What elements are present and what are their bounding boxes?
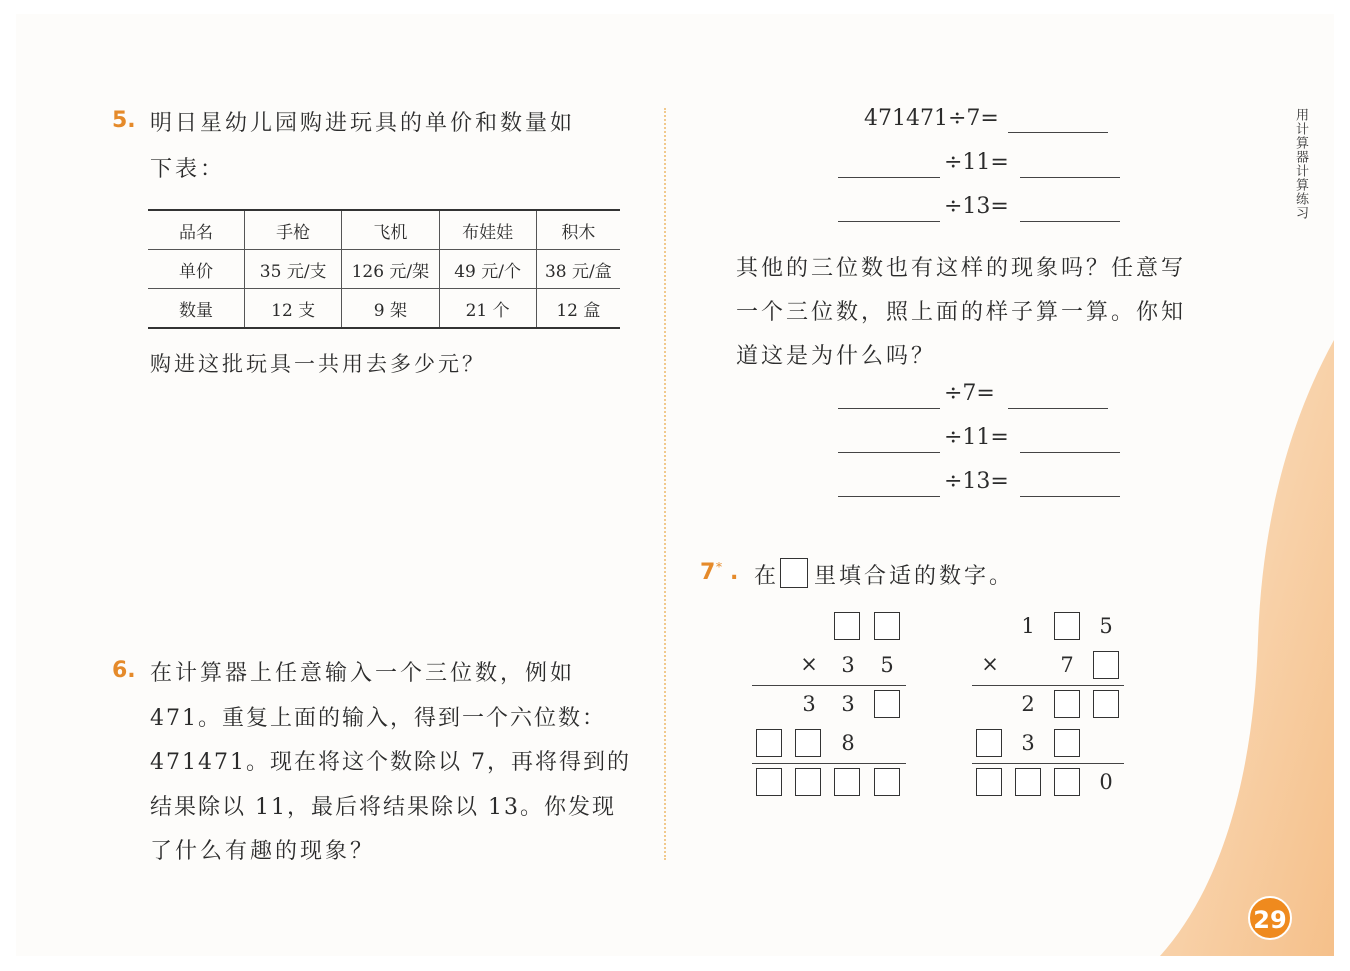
table-cell: 数量 xyxy=(148,289,245,329)
q7-dot: . xyxy=(730,560,739,585)
digit: 3 xyxy=(841,653,855,677)
answer-blank[interactable] xyxy=(1008,408,1108,409)
digit-box[interactable] xyxy=(756,729,782,757)
calc2-row-2: ÷11= xyxy=(944,425,1009,450)
calc1-row-3: ÷13= xyxy=(944,194,1009,219)
q7-star: * xyxy=(716,560,722,574)
digit: 5 xyxy=(1099,614,1113,638)
section-side-title: 用计算器计算练习 xyxy=(1293,108,1308,220)
calc2-row-3: ÷13= xyxy=(944,469,1009,494)
digit: 3 xyxy=(1021,731,1035,755)
table-cell: 飞机 xyxy=(342,210,439,250)
digit: 3 xyxy=(841,692,855,716)
rule-line xyxy=(972,763,1124,764)
digit: 0 xyxy=(1099,770,1113,794)
times-sign: × xyxy=(981,652,999,676)
digit-box[interactable] xyxy=(1054,729,1080,757)
middle-line-3: 道这是为什么吗？ xyxy=(736,344,937,369)
table-cell: 积木 xyxy=(536,210,620,250)
digit: 1 xyxy=(1021,614,1035,638)
table-cell: 38 元/盒 xyxy=(536,250,620,289)
q5-question: 购进这批玩具一共用去多少元？ xyxy=(150,352,486,376)
table-cell: 12 支 xyxy=(245,289,342,329)
digit-box[interactable] xyxy=(1054,690,1080,718)
times-sign: × xyxy=(800,652,818,676)
digit-box[interactable] xyxy=(834,612,860,640)
q6-line-3: 471471。现在将这个数除以 7，再将得到的 xyxy=(150,750,631,775)
table-cell: 品名 xyxy=(179,222,214,243)
toy-price-table xyxy=(148,209,620,329)
q7-text-after: 里填合适的数字。 xyxy=(814,564,1015,589)
digit: 2 xyxy=(1021,692,1035,716)
digit-box[interactable] xyxy=(795,768,821,796)
answer-blank[interactable] xyxy=(838,177,940,178)
calc1-row-1: 471471÷7= xyxy=(864,106,999,131)
answer-blank[interactable] xyxy=(838,496,940,497)
q7-number: 7 xyxy=(700,560,716,585)
rule-line xyxy=(752,763,906,764)
digit-box[interactable] xyxy=(874,768,900,796)
table-cell: 布娃娃 xyxy=(439,210,536,250)
calc2-row-1: ÷7= xyxy=(944,381,995,406)
digit-box[interactable] xyxy=(976,768,1002,796)
table-row xyxy=(148,250,620,289)
digit-box[interactable] xyxy=(756,768,782,796)
table-cell: 12 盒 xyxy=(536,289,620,329)
q6-line-4: 结果除以 11，最后将结果除以 13。你发现 xyxy=(150,795,616,820)
q6-line-1: 在计算器上任意输入一个三位数，例如 xyxy=(150,661,576,686)
calc1-row-2: ÷11= xyxy=(944,150,1009,175)
answer-blank[interactable] xyxy=(1008,132,1108,133)
digit-box[interactable] xyxy=(795,729,821,757)
q6-number: 6. xyxy=(112,658,136,683)
page-number: 29 xyxy=(1248,896,1292,940)
digit: 3 xyxy=(802,692,816,716)
q5-line-2: 下表： xyxy=(150,157,226,182)
table-cell: 9 架 xyxy=(342,289,439,329)
answer-blank[interactable] xyxy=(838,221,940,222)
digit: 7 xyxy=(1060,653,1074,677)
table-cell: 单价 xyxy=(148,250,245,289)
digit-box[interactable] xyxy=(1054,768,1080,796)
table-cell: 手枪 xyxy=(245,210,342,250)
answer-blank[interactable] xyxy=(838,408,940,409)
digit-box[interactable] xyxy=(834,768,860,796)
digit: 8 xyxy=(841,731,855,755)
answer-blank[interactable] xyxy=(838,452,940,453)
q5-line-1: 明日星幼儿园购进玩具的单价和数量如 xyxy=(150,111,576,136)
q6-line-2: 471。重复上面的输入，得到一个六位数： xyxy=(150,706,606,731)
digit-box[interactable] xyxy=(1093,690,1119,718)
rule-line xyxy=(972,685,1124,686)
answer-blank[interactable] xyxy=(1020,177,1120,178)
table-cell: 49 元/个 xyxy=(439,250,536,289)
example-box xyxy=(780,558,808,588)
digit-box[interactable] xyxy=(1054,612,1080,640)
answer-blank[interactable] xyxy=(1020,221,1120,222)
digit-box[interactable] xyxy=(874,612,900,640)
digit-box[interactable] xyxy=(1093,651,1119,679)
answer-blank[interactable] xyxy=(1020,452,1120,453)
digit-box[interactable] xyxy=(1015,768,1041,796)
digit: 5 xyxy=(880,653,894,677)
answer-blank[interactable] xyxy=(1020,496,1120,497)
table-row xyxy=(148,210,620,250)
digit-box[interactable] xyxy=(874,690,900,718)
table-row xyxy=(148,289,620,329)
middle-line-2: 一个三位数，照上面的样子算一算。你知 xyxy=(736,300,1187,325)
rule-line xyxy=(752,685,906,686)
digit-box[interactable] xyxy=(976,729,1002,757)
page-divider xyxy=(664,108,666,860)
table-cell: 126 元/架 xyxy=(342,250,439,289)
q5-number: 5. xyxy=(112,108,136,133)
middle-line-1: 其他的三位数也有这样的现象吗？任意写 xyxy=(736,256,1187,281)
q6-line-5: 了什么有趣的现象？ xyxy=(150,839,376,864)
table-cell: 21 个 xyxy=(439,289,536,329)
q7-text-before: 在 xyxy=(754,564,780,589)
table-cell: 35 元/支 xyxy=(245,250,342,289)
